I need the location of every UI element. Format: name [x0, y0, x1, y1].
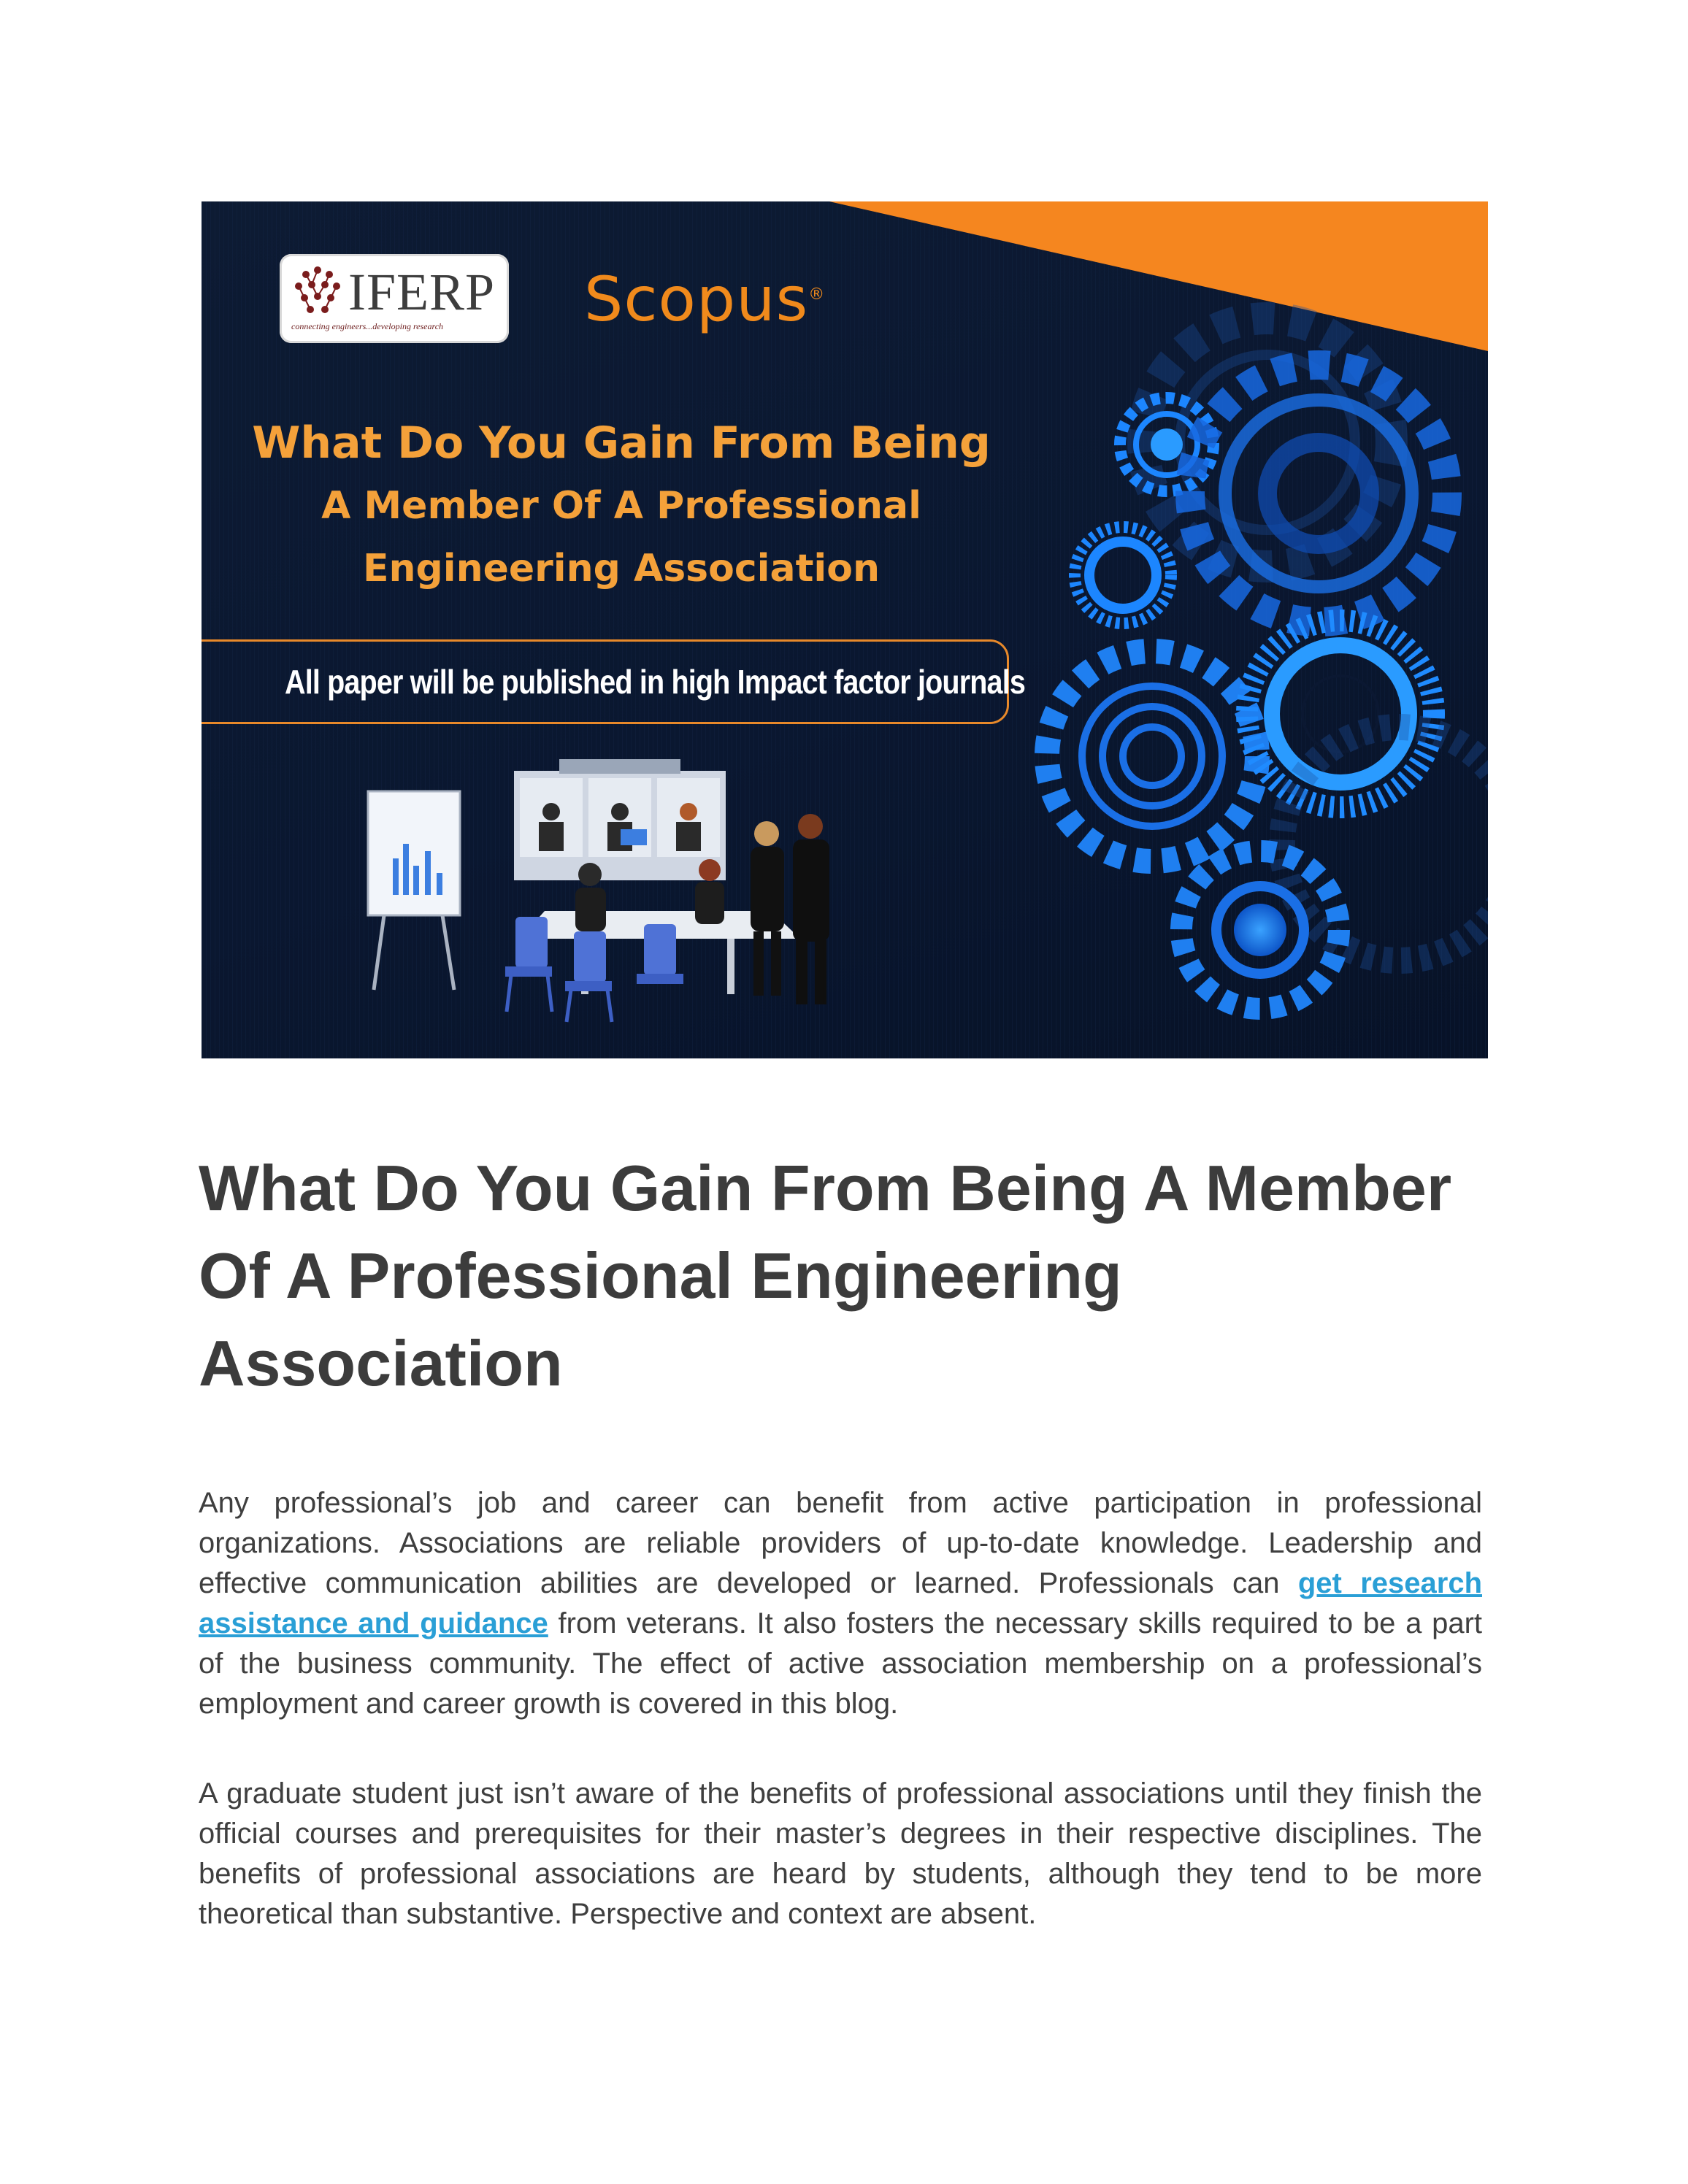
article-paragraph-2: A graduate student just isn’t aware of the benefits of professional associations until they finish the official courses and prerequisites for their master’s degrees in their respective disciplines. The benefits of professional associations are heard by students, although they tend to be more theoretical than substantive. Perspective and context are absent. — [199, 1777, 1482, 1930]
scopus-text: Scopus — [584, 264, 809, 335]
banner-heading — [238, 412, 1005, 600]
iferp-logo — [280, 254, 509, 343]
publication-pill-text: All paper will be published in high Impact factor journals — [285, 663, 1025, 701]
banner-heading-line-1: What Do You Gain From Being — [252, 418, 991, 469]
hero-banner-image — [202, 201, 1488, 1058]
article-paragraph-1 — [199, 1483, 1482, 1724]
scopus-registered-mark: ® — [808, 285, 826, 304]
banner-heading-line-2: A Member Of A Professional — [321, 484, 921, 528]
scopus-logo — [584, 258, 825, 336]
article-title: What Do You Gain From Being A Member Of A Professional Engineering Association — [199, 1152, 1452, 1399]
paragraph-1-text-start: Any professional’s job and career can benefit from active participation in professional organizations. Associations are reliable providers of up-to-date knowledge. Leadership and effective communication abilities are developed or learned. Professionals can — [199, 1487, 1482, 1599]
logo-text: IFERP — [348, 263, 496, 321]
paragraph-1-text-end: from veterans. It also fosters the necessary skills required to be a part of the business community. The effect of active association membership on a professional’s employment and career growth is covered in this blog. — [199, 1607, 1483, 1720]
research-assistance-link[interactable]: get research assistance and guidance — [199, 1567, 1482, 1639]
banner-heading-line-3: Engineering Association — [363, 547, 880, 591]
iferp-globe-icon — [291, 264, 344, 318]
logo-tagline: connecting engineers...developing research — [291, 321, 444, 331]
